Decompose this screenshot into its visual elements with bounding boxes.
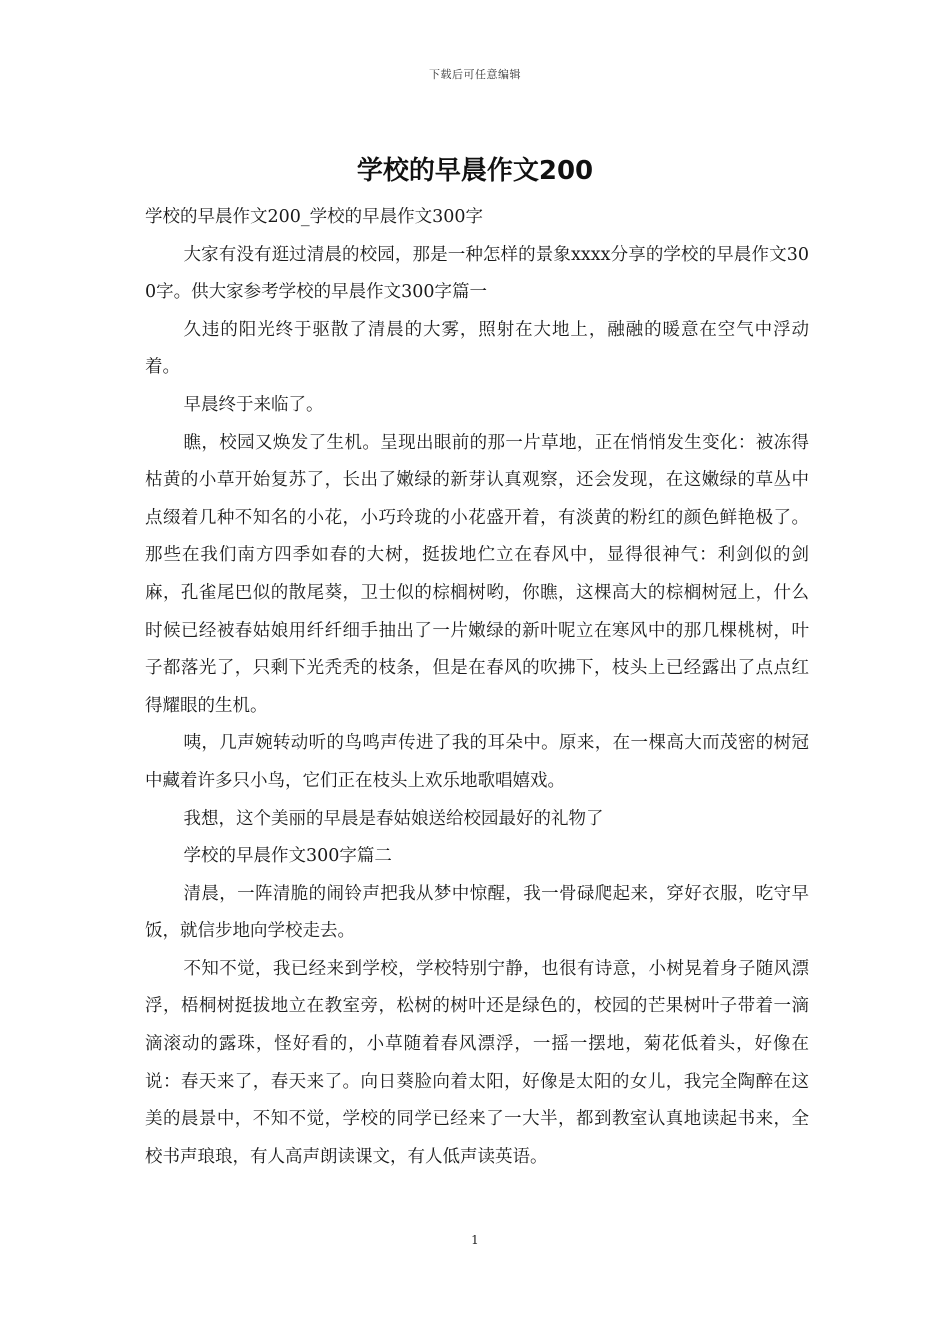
paragraph: 咦，几声婉转动听的鸟鸣声传进了我的耳朵中。原来，在一棵高大而茂密的树冠中藏着许多只小鸟，它们正在枝头上欢乐地歌唱嬉戏。: [145, 733, 809, 791]
document-body: [145, 199, 809, 1176]
paragraph: 清晨，一阵清脆的闹铃声把我从梦中惊醒，我一骨碌爬起来，穿好衣服，吃守早饭，就信步地向学校走去。: [145, 883, 809, 942]
paragraph: 我想，这个美丽的早晨是春姑娘送给校园最好的礼物了: [183, 808, 604, 829]
paragraph: 不知不觉，我已经来到学校，学校特别宁静，也很有诗意，小树晃着身子随风漂浮，梧桐树挺拔地立在教室旁，松树的树叶还是绿色的，校园的芒果树叶子带着一滴滴滚动的露珠，怪好看的，小草随着春风漂浮，一摇一摆地，菊花低着头，好像在说：春天来了，春天来了。向日葵脸向着太阳，好像是太阳的女儿，我完全陶醉在这美的晨景中，不知不觉，学校的同学已经来了一大半，都到教室认真地读起书来，全校书声琅琅，有人高声朗读课文，有人低声读英语。: [145, 958, 809, 1167]
paragraph: 早晨终于来临了。: [183, 394, 324, 415]
header-note: 下载后可任意编辑: [429, 68, 521, 81]
paragraph: 大家有没有逛过清晨的校园，那是一种怎样的景象xxxx分享的学校的早晨作文300字。供大家参考学校的早晨作文300字篇一: [145, 244, 809, 303]
paragraph: 久违的阳光终于驱散了清晨的大雾，照射在大地上，融融的暖意在空气中浮动着。: [145, 319, 809, 378]
page-number: 1: [471, 1233, 479, 1247]
paragraph: 瞧，校园又焕发了生机。呈现出眼前的那一片草地，正在悄悄发生变化：被冻得枯黄的小草开始复苏了，长出了嫩绿的新芽认真观察，还会发现，在这嫩绿的草丛中点缀着几种不知名的小花，小巧玲珑的小花盛开着，有淡黄的粉红的颜色鲜艳极了。那些在我们南方四季如春的大树，挺拔地伫立在春风中，显得很神气：利剑似的剑麻，孔雀尾巴似的散尾葵，卫士似的棕榈树哟，你瞧，这棵高大的棕榈树冠上，什么时候已经被春姑娘用纤纤细手抽出了一片嫩绿的新叶呢立在寒风中的那几棵桃树，叶子都落光了，只剩下光秃秃的枝条，但是在春风的吹拂下，枝头上已经露出了点点红得耀眼的生机。: [145, 432, 809, 716]
section-heading: 学校的早晨作文300字篇二: [183, 846, 392, 867]
document-title: 学校的早晨作文200: [356, 156, 594, 186]
subtitle-line: 学校的早晨作文200_学校的早晨作文300字: [145, 207, 484, 227]
